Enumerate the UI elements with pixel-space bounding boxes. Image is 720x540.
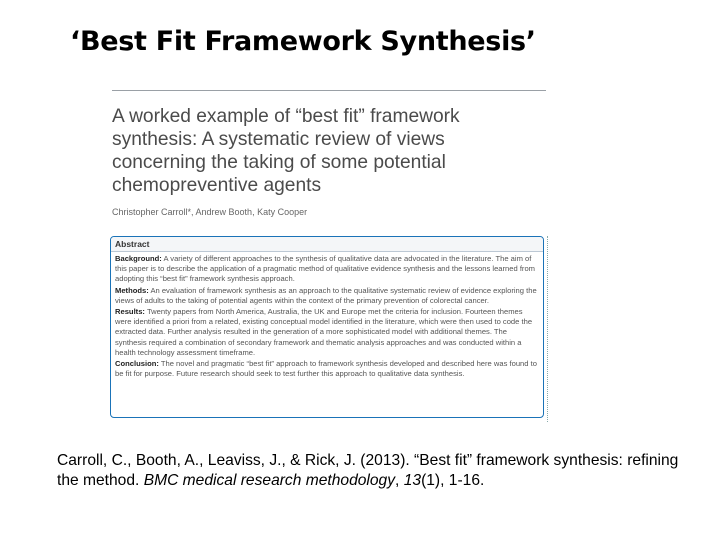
abstract-body [111,252,543,379]
abstract-text: The novel and pragmatic “best fit” approach to framework synthesis developed and described here was found to be fit for purpose. Future research should seek to test further this approach to qualitative data synthesis. [115,359,537,379]
divider [112,90,546,91]
abstract-conclusion [115,359,539,379]
abstract-box [110,236,544,418]
paper-title: A worked example of “best fit” framework synthesis: A systematic review of views concerning the taking of some potential chemopreventive agents [112,106,460,196]
scrollbar-edge [544,236,548,422]
abstract-heading: Abstract [111,237,543,252]
paper-authors: Christopher Carroll*, Andrew Booth, Katy Cooper [112,207,308,217]
slide-title: ‘Best Fit Framework Synthesis’ [70,26,536,57]
citation-volume: 13 [403,471,422,489]
citation-authors-title: Carroll, C., Booth, A., Leaviss, J., & Rick, J. (2013). “Best fit” framework synthesis: refining the method. [57,452,679,489]
abstract-label: Conclusion: [115,359,159,369]
paper-screenshot [92,80,548,422]
abstract-text: An evaluation of framework synthesis as an approach to the qualitative systematic review of evidence exploring the views of adults to the taking of potential agents within the context of the primary prevention of colorectal cancer. [115,285,537,305]
abstract-label: Background: [115,254,162,263]
abstract-label: Methods: [115,285,149,295]
abstract-label: Results: [115,307,145,317]
citation-separator: , [395,471,404,489]
citation-issue-pages: (1), 1-16. [421,471,485,489]
abstract-text: A variety of different approaches to the synthesis of qualitative data are advocated in the literature. The aim of this paper is to describe the application of a pragmatic method of qualitative evidence synthesis and the lessons learned from adopting this “best fit” framework synthesis approach. [115,254,536,284]
abstract-text: Twenty papers from North America, Australia, the UK and Europe met the criteria for inclusion. Fourteen themes were identified a priori from a related, existing conceptual model identified in the literature, which were then used to code the extracted data. Further analysis resulted in the generation of a more sophisticated model with additional themes. The synthesis required a combination of secondary framework and thematic analysis approaches and was conducted within a health technology assessment timeframe. [115,307,533,357]
abstract-results [115,307,539,358]
citation-journal: BMC medical research methodology [143,471,396,489]
abstract-background [115,254,539,285]
citation [57,451,697,490]
abstract-methods [115,286,539,306]
